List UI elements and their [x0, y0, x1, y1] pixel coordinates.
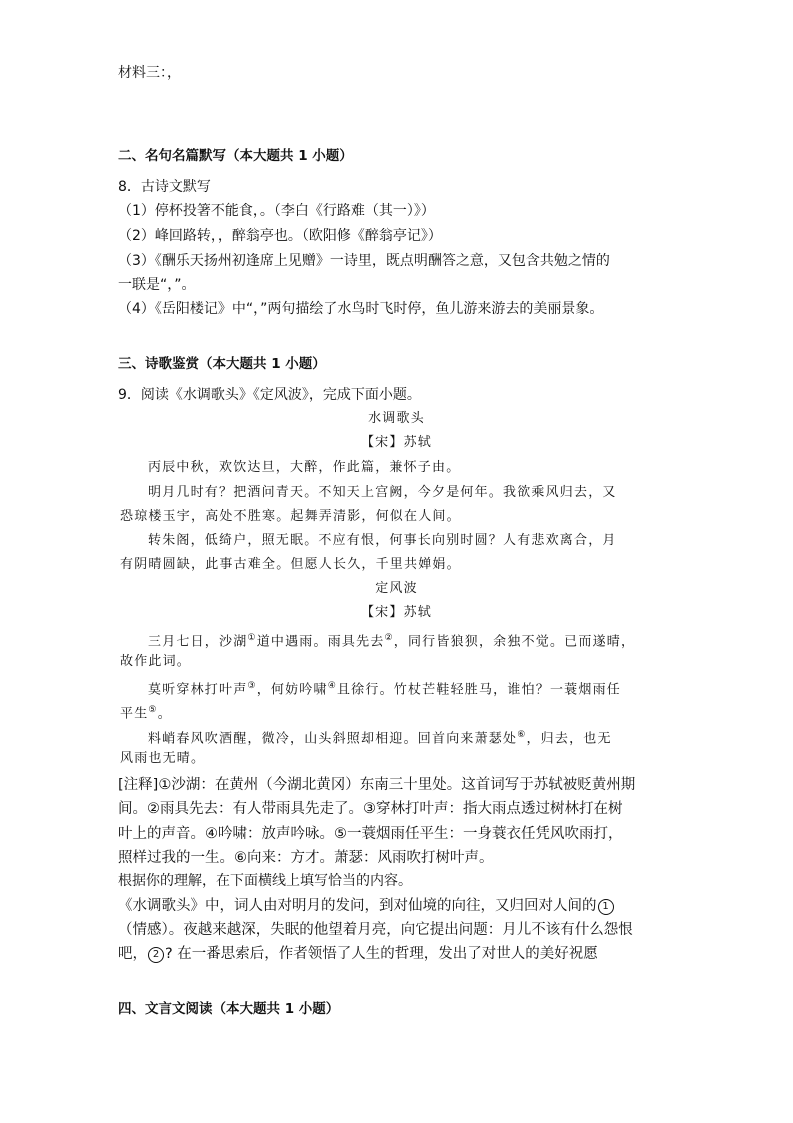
footnote-5: ⑤ [148, 705, 158, 715]
question-9-title: 9．阅读《水调歌头》《定风波》，完成下面小题。 [118, 387, 421, 403]
blank-line-1: 《水调歌头》中，词人由对明月的发问，到对仙境的向往，又归回对人间的 1 [118, 897, 615, 915]
poem2-line-3: 料峭春风吹酒醒，微冷，山头斜照却相迎。回首向来萧瑟处⑥，归去，也无 [148, 730, 612, 747]
blank-line-3: 吧， 2 ? 在一番思索后，作者领悟了人生的哲理，发出了对世人的美好祝愿 [118, 946, 598, 962]
poem2-author: 【宋】苏轼 [360, 605, 432, 620]
poem2-line-1: 莫听穿林打叶声③，何妨吟啸④且徐行。竹杖芒鞋轻胜马，谁怕？一蓑烟雨任 [148, 681, 621, 698]
section-4-heading: 四、文言文阅读（本大题共 1 小题） [118, 1001, 340, 1017]
poem2-line-4: 风雨也无晴。 [120, 751, 206, 766]
question-8-item-2: （2）峰回路转，，醉翁亭也。（欧阳修《醉翁亭记》） [118, 228, 442, 244]
poem1-line-4: 有阴晴圆缺，此事古难全。但愿人长久，千里共婵娟。 [120, 557, 461, 572]
notes-line-2: 间。②雨具先去：有人带雨具先走了。③穿林打叶声：指大雨点透过树林打在树 [118, 801, 623, 817]
question-8-item-4: （4）《岳阳楼记》中“，”两句描绘了水鸟时飞时停，鱼儿游来游去的美丽景象。 [118, 301, 604, 317]
poem2-title: 定风波 [375, 581, 418, 596]
blank-line-2: （情感）。夜越来越深，失眠的他望着月亮，向它提出问题：月儿不该有什么怨恨 [118, 922, 633, 938]
poem2-line-2: 平生⑤。 [120, 705, 172, 722]
question-8-item-1: （1）停杯投箸不能食，。（李白《行路难（其一）》） [118, 203, 435, 219]
blank-2-number: 2 [148, 947, 164, 963]
footnote-4: ④ [327, 681, 337, 691]
poem2-preface-line-2: 故作此词。 [120, 654, 192, 669]
section-3-heading: 三、诗歌鉴赏（本大题共 1 小题） [118, 356, 326, 372]
footnote-2: ② [384, 633, 394, 643]
poem1-title: 水调歌头 [368, 411, 425, 426]
poem1-line-2: 恐琼楼玉宇，高处不胜寒。起舞弄清影，何似在人间。 [120, 509, 461, 524]
question-8-title: 8．古诗文默写 [118, 179, 211, 195]
footnote-6: ⑥ [517, 730, 527, 740]
footnote-1: ① [247, 633, 257, 643]
material-three: 材料三：， [118, 65, 181, 81]
blank-1-number: 1 [598, 899, 614, 915]
footnote-3: ③ [247, 681, 257, 691]
notes-line-3: 叶上的声音。④吟啸：放声吟咏。⑤一蓑烟雨任平生：一身蓑衣任凭风吹雨打， [118, 826, 623, 842]
poem1-line-3: 转朱阁，低绮户，照无眠。不应有恨，何事长向别时圆？人有悲欢离合，月 [148, 533, 617, 548]
poem1-line-1: 明月几时有？把酒问青天。不知天上宫阙，今夕是何年。我欲乘风归去，又 [148, 485, 617, 500]
poem1-preface: 丙辰中秋，欢饮达旦，大醉，作此篇，兼怀子由。 [148, 460, 461, 475]
question-8-item-3: （3）《酬乐天扬州初逢席上见赠》一诗里，既点明酬答之意，又包含共勉之情的 [118, 253, 610, 269]
notes-line-4: 照样过我的一生。⑥向来：方才。萧瑟：风雨吹打树叶声。 [118, 850, 494, 866]
notes-line-1: [注释]①沙湖：在黄州（今湖北黄冈）东南三十里处。这首词写于苏轼被贬黄州期 [118, 777, 636, 793]
poem1-author: 【宋】苏轼 [360, 435, 432, 450]
instruction: 根据你的理解，在下面横线上填写恰当的内容。 [118, 873, 412, 889]
question-8-item-3-cont: 一联是“，”。 [118, 277, 196, 293]
poem2-preface-line-1: 三月七日，沙湖①道中遇雨。雨具先去②，同行皆狼狈，余独不觉。已而遂晴， [148, 633, 636, 650]
section-2-heading: 二、名句名篇默写（本大题共 1 小题） [118, 148, 353, 164]
